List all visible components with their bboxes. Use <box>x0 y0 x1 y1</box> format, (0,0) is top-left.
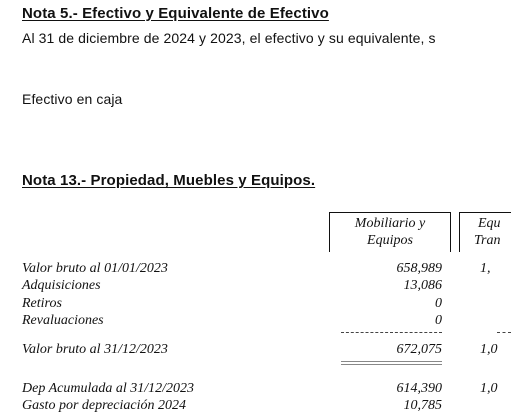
cash-on-hand-label: Efectivo en caja <box>22 91 123 107</box>
row-value-depreciation-expense-furniture: 10,785 <box>403 398 442 413</box>
row-label-gross-value-end: Valor bruto al 31/12/2023 <box>22 342 168 357</box>
row-value-retirements-furniture: 0 <box>435 296 442 311</box>
row-value-accumulated-depreciation-furniture: 614,390 <box>396 381 442 396</box>
row-value-gross-value-start-transport: 1, <box>480 261 491 276</box>
col-header-furniture-line2: Equipos <box>367 233 413 248</box>
row-label-gross-value-start: Valor bruto al 01/01/2023 <box>22 261 168 276</box>
row-value-gross-value-end-furniture: 672,075 <box>396 342 442 357</box>
row-value-acquisitions-furniture: 13,086 <box>403 278 442 293</box>
row-value-accumulated-depreciation-transport: 1,0 <box>480 381 498 396</box>
total-underline-2 <box>341 364 442 365</box>
row-value-gross-value-end-transport: 1,0 <box>480 342 498 357</box>
col-header-furniture-line1: Mobiliario y <box>354 216 426 231</box>
subtotal-dashed-line-transport <box>497 332 511 333</box>
note5-title: Nota 5.- Efectivo y Equivalente de Efectivo <box>22 5 329 22</box>
note13-title: Nota 13.- Propiedad, Muebles y Equipos. <box>22 172 316 189</box>
subtotal-dashed-line <box>341 332 442 333</box>
row-label-acquisitions: Adquisiciones <box>22 278 101 293</box>
total-underline-1 <box>341 361 442 362</box>
row-label-retirements: Retiros <box>22 296 62 311</box>
row-value-revaluations-furniture: 0 <box>435 313 442 328</box>
row-label-accumulated-depreciation: Dep Acumulada al 31/12/2023 <box>22 381 195 396</box>
row-label-revaluations: Revaluaciones <box>22 313 104 328</box>
note5-intro-text: Al 31 de diciembre de 2024 y 2023, el efectivo y su equivalente, s <box>22 30 436 46</box>
col-header-transport-line1: Equ <box>478 216 501 231</box>
row-label-depreciation-expense: Gasto por depreciación 2024 <box>22 398 186 413</box>
col-header-transport-line2: Tran <box>474 233 501 248</box>
row-value-gross-value-start-furniture: 658,989 <box>396 261 442 276</box>
